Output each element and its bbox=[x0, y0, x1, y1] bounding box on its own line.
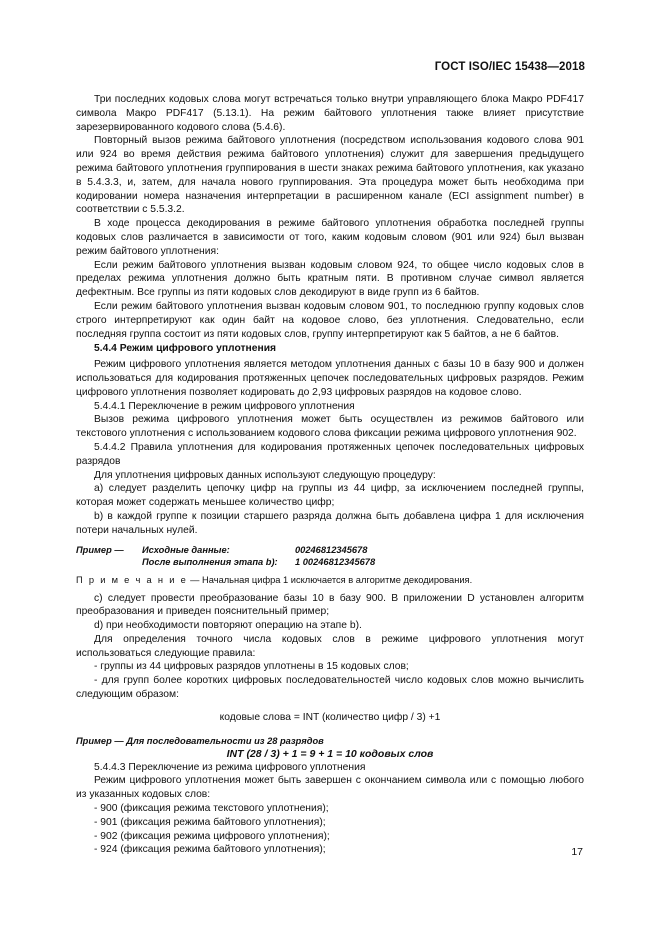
list-item: - 902 (фиксация режима цифрового уплотнения); bbox=[94, 830, 330, 842]
paragraph: Если режим байтового уплотнения вызван кодовым словом 901, то последнюю группу кодовых слов строго интерпретируют как один байт на кодовое слово, без уплотнения. Следовательно, если последняя группа состоит из пяти кодовых слов, группу интерпретируют как 5 байтов, а не 6 байтов. bbox=[76, 300, 584, 340]
list-item: - 900 (фиксация режима текстового уплотнения); bbox=[94, 803, 329, 815]
list-item: а) следует разделить цепочку цифр на группы из 44 цифр, за исключением последней группы, которая может содержать меньшее количество цифр; bbox=[76, 483, 584, 509]
example-key: Исходные данные: bbox=[142, 544, 230, 555]
example-block bbox=[76, 544, 584, 568]
example-2-formula: INT (28 / 3) + 1 = 9 + 1 = 10 кодовых слов bbox=[226, 747, 434, 760]
formula: кодовые слова = INT (количество цифр / 3) +1 bbox=[219, 711, 441, 723]
note-label: П р и м е ч а н и е bbox=[76, 574, 188, 585]
document-header: ГОСТ ISO/IEC 15438—2018 bbox=[434, 61, 585, 73]
list-item: - 901 (фиксация режима байтового уплотнения); bbox=[94, 816, 326, 828]
example-label: Пример — bbox=[76, 544, 124, 555]
paragraph: Повторный вызов режима байтового уплотнения (посредством использования кодового слова 901 или 924 во время действия режима байтового уплотнения) служит для завершения предыдущего режима байтового уплотнения группирования в шести знаках режима байтового уплотнения, как указано в 5.4.3.3, и, затем, для начала нового группирования. Эта процедура может быть необходима при кодировании номера назначения интерпретации в расширенном канале (ECI assignment number) в соответствии с 5.5.3.2. bbox=[76, 135, 584, 216]
subsection-title: 5.4.4.3 Переключение из режима цифрового уплотнения bbox=[94, 761, 366, 773]
list-item: с) следует провести преобразование базы 10 в базу 900. В приложении D установлен алгоритм преобразования и приведен пояснительный пример; bbox=[76, 592, 584, 618]
subsection-title: 5.4.4.2 Правила уплотнения для кодирования протяженных цепочек последовательных цифровых разрядов bbox=[76, 441, 584, 467]
list-item: - группы из 44 цифровых разрядов уплотнены в 15 кодовых слов; bbox=[94, 661, 409, 673]
paragraph: Для определения точного числа кодовых слов в режиме цифрового уплотнения могут использоваться следующие правила: bbox=[76, 633, 584, 659]
paragraph: Вызов режима цифрового уплотнения может быть осуществлен из режимов байтового или текстового уплотнения с использованием кодового слова фиксации режима цифрового уплотнения 902. bbox=[76, 414, 584, 440]
example-key: После выполнения этапа b): bbox=[142, 556, 278, 567]
list-item: - 924 (фиксация режима байтового уплотнения); bbox=[94, 844, 326, 856]
paragraph: Режим цифрового уплотнения является методом уплотнения данных с базы 10 в базу 900 и должен использоваться для кодирования протяженных цепочек последовательных цифровых разрядов. Режим цифрового уплотнения позволяет кодировать до 2,93 цифровых разрядов на кодовое слово. bbox=[76, 359, 584, 398]
document-body bbox=[76, 93, 584, 857]
section-heading: 5.4.4 Режим цифрового уплотнения bbox=[94, 343, 277, 355]
list-item: d) при необходимости повторяют операцию на этапе b). bbox=[94, 620, 362, 632]
note-text: — Начальная цифра 1 исключается в алгоритме декодирования. bbox=[187, 574, 473, 585]
paragraph: Режим цифрового уплотнения может быть завершен с окончанием символа или с помощью любого из указанных кодовых слов: bbox=[76, 775, 584, 801]
subsection-title: 5.4.4.1 Переключение в режим цифрового уплотнения bbox=[94, 400, 355, 412]
note bbox=[76, 574, 584, 586]
paragraph: Если режим байтового уплотнения вызван кодовым словом 924, то общее число кодовых слов в пределах режима уплотнения должно быть кратным пяти. В противном случае символ является дефектным. Все группы из пяти кодовых слов декодируют в виде групп из 6 байтов. bbox=[76, 259, 584, 299]
example-value: 00246812345678 bbox=[295, 544, 368, 555]
example-2-title: Пример — Для последовательности из 28 разрядов bbox=[76, 735, 324, 746]
paragraph: Три последних кодовых слова могут встречаться только внутри управляющего блока Макро PDF417 символа Макро PDF417 (5.13.1). На режим байтового уплотнения также влияет присутствие зарезервированного кодового слова (5.4.6). bbox=[76, 94, 584, 133]
example-value: 1 00246812345678 bbox=[295, 556, 376, 567]
list-item: b) в каждой группе к позиции старшего разряда должна быть добавлена цифра 1 для исключения потери начальных нулей. bbox=[76, 510, 584, 536]
paragraph: Для уплотнения цифровых данных используют следующую процедуру: bbox=[94, 469, 436, 481]
list-item: - для групп более коротких цифровых последовательностей число кодовых слов можно вычислить следующим образом: bbox=[76, 675, 584, 701]
paragraph: В ходе процесса декодирования в режиме байтового уплотнения обработка последней группы кодовых слов различается в зависимости от того, каким кодовым словом (901 или 924) был вызван режим байтового уплотнения: bbox=[76, 218, 584, 257]
page-number: 17 bbox=[571, 846, 583, 858]
